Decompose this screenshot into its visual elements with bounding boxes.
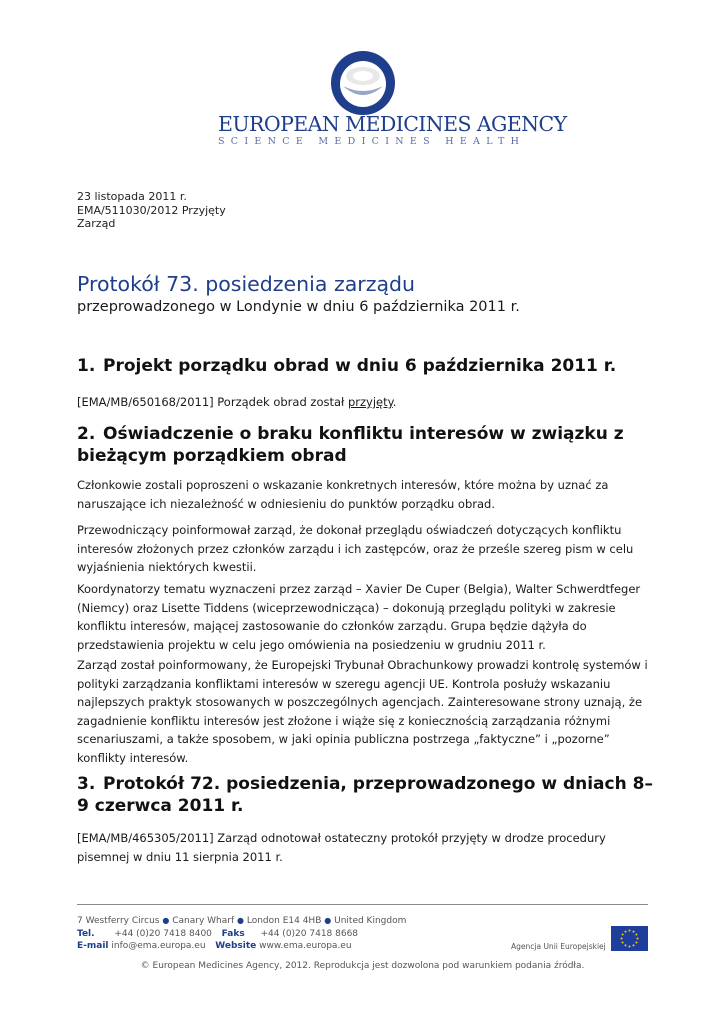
document-date: 23 listopada 2011 r. — [77, 190, 187, 203]
fax-value: +44 (0)20 7418 8668 — [260, 928, 359, 939]
agency-name: EUROPEAN MEDICINES AGENCY — [218, 112, 567, 136]
page-title: Protokół 73. posiedzenia zarządu — [77, 272, 416, 296]
section-number: 3. — [77, 774, 96, 794]
document-meta — [77, 190, 226, 231]
section-heading-line: Protokół 72. posiedzenia, przeprowadzonego w dniach 8– — [103, 774, 653, 794]
bullet-icon: ● — [162, 916, 170, 925]
bullet-icon: ● — [237, 916, 244, 925]
email-link[interactable]: info@ema.europa.eu — [111, 941, 206, 951]
address-part: London E14 4HB — [246, 916, 322, 926]
address-part: Canary Wharf — [172, 916, 235, 926]
section-heading-line: 9 czerwca 2011 r. — [77, 795, 244, 816]
paragraph-text: [EMA/MB/650168/2011] Porządek obrad został — [77, 395, 348, 409]
section-heading-text: Projekt porządku obrad w dniu 6 października 2011 r. — [103, 356, 617, 376]
eu-agency-label: Agencja Unii Europejskiej — [511, 942, 606, 951]
section-2-paragraph-3: Koordynatorzy tematu wyznaczeni przez zarząd – Xavier De Cuper (Belgia), Walter Schwerdtfeger (Niemcy) oraz Lisette Tiddens (wiceprzewodnicząca) – dokonują przeglądu polityki w zakresie konfliktu interesów, mającej zastosowanie do członków zarządu. Grupa będzie dążyła do przedstawienia projektu w celu jego omówienia na posiedzeniu w grudniu 2011 r. — [77, 582, 641, 652]
document-body: Zarząd — [77, 217, 116, 230]
footer-phone-line — [77, 928, 406, 941]
address-part: 7 Westferry Circus — [77, 916, 160, 926]
bullet-icon: ● — [324, 916, 332, 925]
document-reference: EMA/511030/2012 Przyjęty — [77, 203, 226, 217]
section-2-paragraph-1: Członkowie zostali poproszeni o wskazanie konkretnych interesów, które można by uznać za naruszające ich niezależność w odniesieniu do punktów porządku obrad. — [77, 478, 609, 511]
fax-label: Faks — [221, 928, 245, 939]
section-1-paragraph — [77, 393, 657, 412]
website-link[interactable]: www.ema.europa.eu — [259, 941, 352, 951]
section-heading-line: Oświadczenie o braku konfliktu interesów w związku z — [103, 424, 624, 444]
eu-flag-icon — [611, 926, 648, 951]
footer-address — [77, 915, 406, 928]
address-part: United Kingdom — [334, 916, 407, 926]
section-number: 1. — [77, 356, 96, 376]
tel-value: +44 (0)20 7418 8400 — [114, 928, 212, 939]
footer-copyright: © European Medicines Agency, 2012. Reprodukcja jest dozwolona pod warunkiem podania źródła. — [140, 961, 585, 971]
section-2-paragraph-4: Zarząd został poinformowany, że Europejski Trybunał Obrachunkowy prowadzi kontrolę systemów i polityki zarządzania konfliktami interesów w szeregu agencji UE. Kontrola posłuży wskazaniu najlepszych praktyk stosowanych w poszczególnych agencjach. Zainteresowane strony uznają, że zagadnienie konfliktu interesów jest złożone i wiąże się z koniecznością zarządzania różnymi scenariuszami, a także sposobem, w jaki opinia publiczna postrzega „faktyczne” i „pozorne” konflikty interesów. — [77, 658, 648, 765]
tel-label: Tel. — [77, 928, 95, 939]
section-1-heading — [77, 356, 657, 378]
footer-divider — [77, 904, 648, 905]
website-label: Website — [215, 941, 257, 951]
paragraph-text: . — [392, 395, 397, 409]
section-2-paragraph-2: Przewodniczący poinformował zarząd, że dokonał przeglądu oświadczeń dotyczących konfliktu interesów złożonych przez członków zarządu i ich zastępców, oraz że prześle szereg pism w celu wyjaśnienia niektórych kwestii. — [77, 523, 634, 574]
section-number: 2. — [77, 424, 96, 444]
underlined-text: przyjęty — [347, 395, 393, 409]
email-label: E-mail — [77, 941, 109, 951]
section-heading-line: bieżącym porządkiem obrad — [77, 445, 347, 466]
footer-contact — [77, 915, 406, 953]
agency-logo — [218, 50, 567, 150]
section-2-heading — [77, 424, 657, 467]
page-subtitle: przeprowadzonego w Londynie w dniu 6 października 2011 r. — [77, 299, 520, 315]
footer-web-line — [77, 940, 406, 953]
agency-tagline: SCIENCE MEDICINES HEALTH — [218, 136, 526, 147]
section-3-heading — [77, 774, 657, 817]
ema-logo-icon — [330, 50, 396, 116]
section-3-paragraph-1: [EMA/MB/465305/2011] Zarząd odnotował ostateczny protokół przyjęty w drodze procedury pisemnej w dniu 11 sierpnia 2011 r. — [77, 831, 606, 864]
